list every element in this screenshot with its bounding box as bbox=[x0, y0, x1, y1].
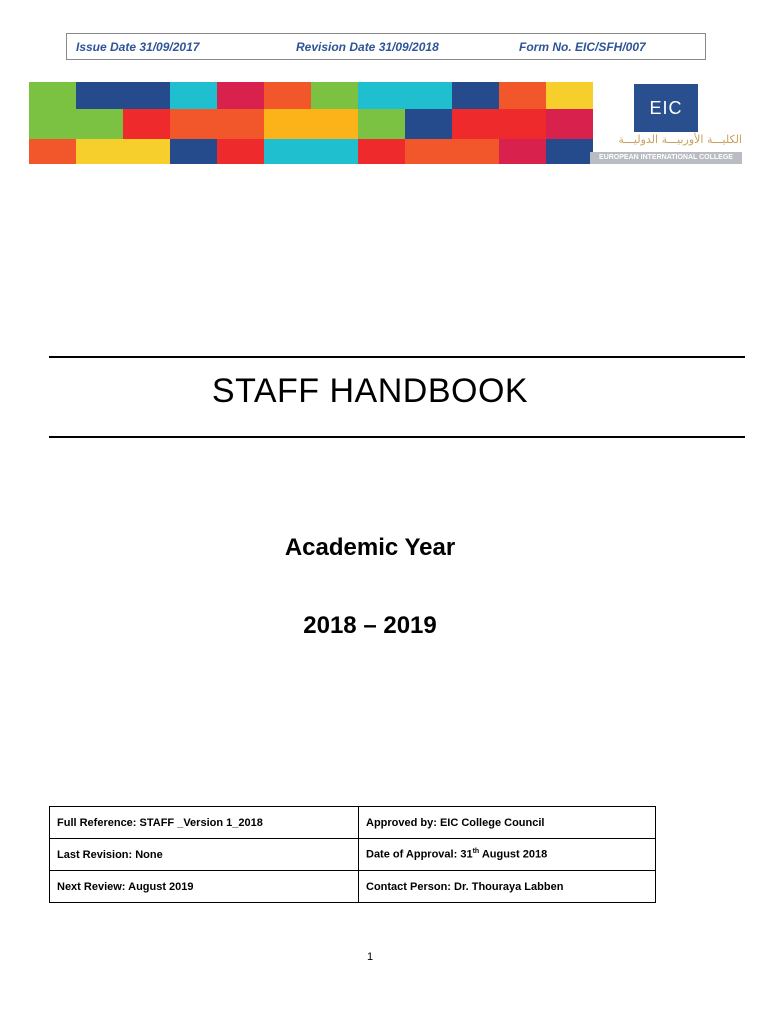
banner-tile bbox=[76, 139, 123, 164]
logo-abbr: EIC bbox=[649, 97, 683, 118]
banner-tile bbox=[452, 82, 499, 109]
banner-tile bbox=[311, 139, 358, 164]
banner-tile bbox=[452, 139, 499, 164]
banner-tile bbox=[358, 139, 405, 164]
document-info-table bbox=[49, 806, 656, 903]
form-number: Form No. EIC/SFH/007 bbox=[519, 40, 646, 54]
page-number: 1 bbox=[366, 951, 374, 963]
table-row bbox=[50, 807, 656, 839]
banner-tile bbox=[358, 82, 405, 109]
banner-tile bbox=[264, 139, 311, 164]
banner-tile bbox=[123, 109, 170, 139]
banner-tile bbox=[29, 109, 76, 139]
eic-logo bbox=[634, 84, 698, 132]
banner-tile bbox=[217, 109, 264, 139]
banner-tile bbox=[29, 82, 76, 109]
revision-date: Revision Date 31/09/2018 bbox=[296, 40, 439, 54]
logo-english-name: EUROPEAN INTERNATIONAL COLLEGE bbox=[590, 152, 742, 164]
issue-date: Issue Date 31/09/2017 bbox=[76, 40, 200, 54]
banner-tile bbox=[358, 109, 405, 139]
academic-years: 2018 – 2019 bbox=[303, 612, 437, 639]
approval-date-suffix: August 2018 bbox=[479, 848, 548, 861]
academic-year-label: Academic Year bbox=[284, 534, 456, 561]
page-title: STAFF HANDBOOK bbox=[211, 372, 529, 410]
banner-tile bbox=[311, 82, 358, 109]
color-mosaic-banner bbox=[29, 82, 587, 164]
banner-tile bbox=[170, 82, 217, 109]
table-row bbox=[50, 871, 656, 903]
banner-tile bbox=[405, 139, 452, 164]
banner-tile bbox=[170, 139, 217, 164]
banner-tile bbox=[499, 109, 546, 139]
banner-tile bbox=[123, 139, 170, 164]
form-header-box bbox=[66, 33, 706, 60]
banner-tile bbox=[217, 139, 264, 164]
title-bottom-rule bbox=[49, 436, 745, 438]
approved-by-cell: Approved by: EIC College Council bbox=[359, 807, 656, 839]
banner-tile bbox=[311, 109, 358, 139]
last-revision-cell: Last Revision: None bbox=[50, 839, 359, 871]
banner-tile bbox=[405, 109, 452, 139]
banner-tile bbox=[264, 109, 311, 139]
banner-tile bbox=[546, 139, 593, 164]
logo-arabic-name: الكليـــة الأوربيـــة الدوليـــة bbox=[618, 133, 742, 146]
banner-tile bbox=[76, 109, 123, 139]
banner-tile bbox=[170, 109, 217, 139]
banner-tile bbox=[123, 82, 170, 109]
banner-tile bbox=[499, 82, 546, 109]
approval-date-prefix: Date of Approval: 31 bbox=[366, 848, 473, 861]
banner-tile bbox=[405, 82, 452, 109]
date-of-approval-cell bbox=[359, 839, 656, 871]
full-reference-cell: Full Reference: STAFF _Version 1_2018 bbox=[50, 807, 359, 839]
banner-tile bbox=[452, 109, 499, 139]
banner-tile bbox=[29, 139, 76, 164]
banner-tile bbox=[499, 139, 546, 164]
banner-tile bbox=[217, 82, 264, 109]
table-row bbox=[50, 839, 656, 871]
banner-tile bbox=[264, 82, 311, 109]
next-review-cell: Next Review: August 2019 bbox=[50, 871, 359, 903]
title-top-rule bbox=[49, 356, 745, 358]
banner-tile bbox=[546, 82, 593, 109]
contact-person-cell: Contact Person: Dr. Thouraya Labben bbox=[359, 871, 656, 903]
approval-date-ordinal: th bbox=[472, 848, 480, 856]
banner-tile bbox=[76, 82, 123, 109]
banner-tile bbox=[546, 109, 593, 139]
